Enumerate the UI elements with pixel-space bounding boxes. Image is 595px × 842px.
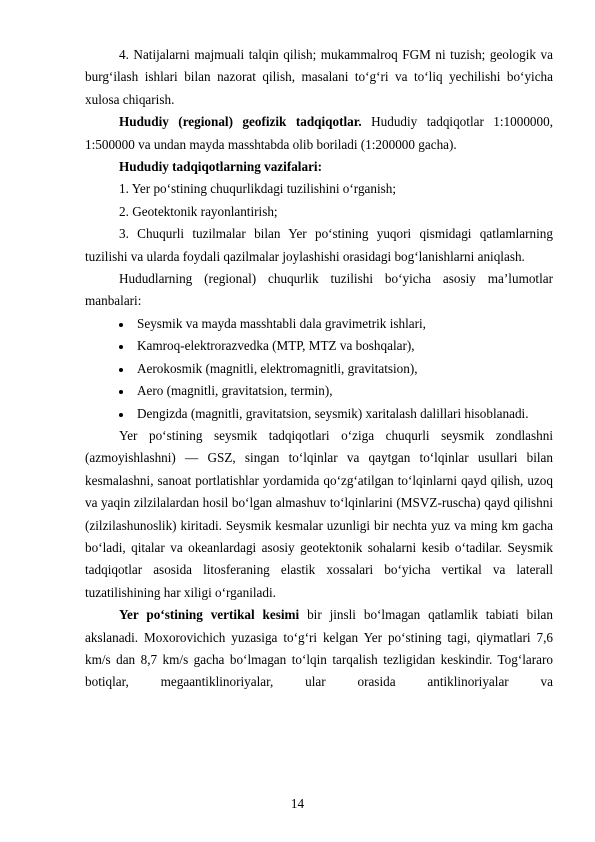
list-item — [85, 313, 553, 335]
list-item — [85, 380, 553, 402]
bullet-icon — [119, 345, 123, 349]
paragraph-seismic-studies: Yer po‘stining seysmik tadqiqotlari o‘ziga chuqurli seysmik zondlashni (azmoyishlashni) — GSZ, singan to‘lqinlar va qaytgan to‘lqinlar usullari bilan kesmalashni, sanoat portlatishlar yordamida qo‘zg‘atilgan to‘lqinlarni qayd qilish, uzoq va yaqin zilzilalardan hosil bo‘lgan almashuv to‘lqinlarini (MSVZ-ruscha) qayd qilishni (zilzilashunoslik) kiritadi. Seysmik kesmalar uzunligi bir nechta yuz va ming km gacha bo‘ladi, qitalar va okeanlardagi asosiy geotektonik sohalarni kesib o‘tadilar. Seysmik tadqiqotlar asosida litosferaning elastik xossalari bo‘yicha vertikal va laterall tuzatilishining har xiligi o‘rganiladi. — [85, 427, 553, 600]
regional-surveys-term: Hududiy (regional) geofizik tadqiqotlar. — [119, 114, 362, 130]
bullet-icon — [119, 390, 123, 394]
list-item-text: Seysmik va mayda masshtabli dala gravimetrik ishlari, — [137, 315, 426, 331]
section-heading-tasks: Hududiy tadqiqotlarning vazifalari: — [119, 159, 322, 175]
regional-surveys-text: Hududiy tadqiqotlar 1:1000000, 1:500000 va undan mayda masshtabda olib boriladi (1:200000 gacha). — [85, 114, 554, 152]
bullet-icon — [119, 413, 123, 417]
list-item — [85, 403, 553, 425]
list-item — [85, 358, 553, 380]
vertical-section-term: Yer po‘stining vertikal kesimi — [119, 607, 300, 623]
task-item-1: 1. Yer po‘stining chuqurlikdagi tuzilishini o‘rganish; — [119, 181, 397, 197]
list-item-text: Dengizda (magnitli, gravitatsion, seysmik) xaritalash dalillari hisoblanadi. — [137, 405, 529, 421]
task-item-3: 3. Chuqurli tuzilmalar bilan Yer po‘stining yuqori qismidagi qatlamlarning tuzilishi va ularda foydali qazilmalar joylashishi orasidagi bog‘lanishlarni aniqlash. — [85, 226, 553, 264]
paragraph-vertical-section — [85, 604, 553, 694]
bullet-icon — [119, 323, 123, 327]
document-body — [85, 44, 553, 694]
page-number: 14 — [290, 796, 305, 811]
sources-bullet-list — [85, 313, 553, 425]
list-item — [85, 335, 553, 357]
paragraph-data-sources: Hududlarning (regional) chuqurlik tuzilishi bo‘yicha asosiy ma’lumotlar manbalari: — [85, 271, 553, 309]
list-item-text: Kamroq-elektrorazvedka (MTP, MTZ va boshqalar), — [137, 338, 415, 354]
paragraph-regional-surveys — [85, 111, 553, 156]
list-item-text: Aero (magnitli, gravitatsion, termin), — [137, 383, 333, 399]
bullet-icon — [119, 368, 123, 372]
list-item-text: Aerokosmik (magnitli, elektromagnitli, gravitatsion), — [137, 360, 418, 376]
paragraph-results-interpretation: 4. Natijalarni majmuali talqin qilish; mukammalroq FGM ni tuzish; geologik va burg‘ilash ishlari bilan nazorat qilish, masalani to‘g‘ri va to‘liq yechilishi bo‘yicha xulosa chiqarish. — [85, 47, 553, 107]
task-item-2: 2. Geotektonik rayonlantirish; — [119, 203, 278, 219]
vertical-section-text: bir jinsli bo‘lmagan qatlamlik tabiati bilan akslanadi. Moxorovichich yuzasiga to‘g‘ri kelgan Yer po‘stining tagi, qiymatlari 7,6 km/s dan 8,7 km/s gacha bo‘lmagan to‘lqin tarqalish tezligidan keskindir. Tog‘lararo botiqlar, megaantiklinoriyalar, ular orasida antiklinoriyalar va — [85, 607, 554, 690]
